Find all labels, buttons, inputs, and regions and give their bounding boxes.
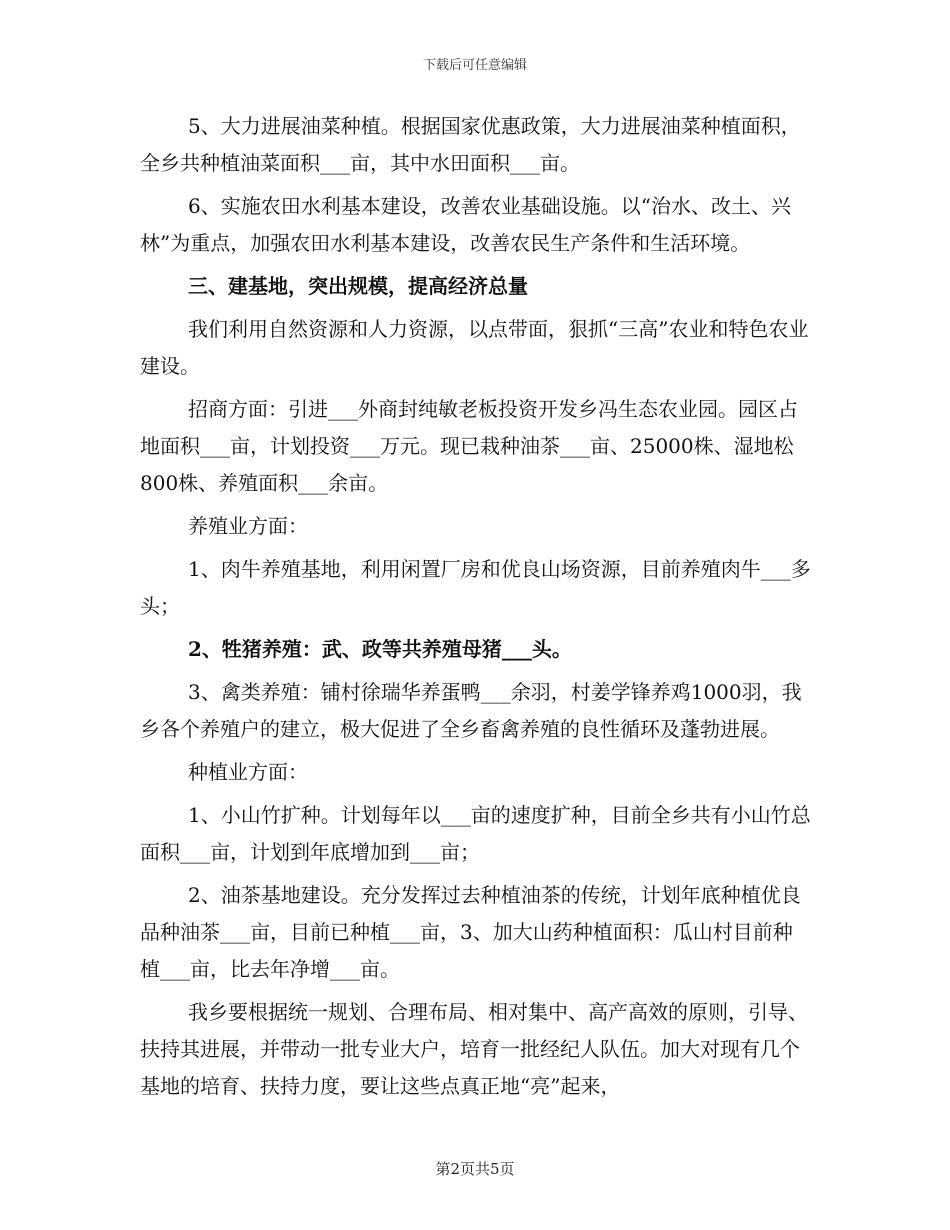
subheading-planting: 种植业方面：	[188, 760, 308, 784]
paragraph-pigs: 2、牲猪养殖：武、政等共养殖母猪___头。	[188, 637, 572, 661]
page-number-footer: 第2页共5页	[435, 1160, 515, 1178]
paragraph-planning: 我乡要根据统一规划、合理布局、相对集中、高产高效的原则，引导、扶持其进展，并带动一批专业大户，培育一批经纪人队伍。加大对现有几个基地的培育、扶持力度，要让这些点真正地“亮”起来，	[140, 1000, 808, 1098]
paragraph-bamboo: 1、小山竹扩种。计划每年以___亩的速度扩种，目前全乡共有小山竹总面积___亩，计划到年底增加到___亩；	[140, 803, 811, 864]
paragraph-cattle: 1、肉牛养殖基地，利用闲置厂房和优良山场资源，目前养殖肉牛___多头；	[140, 557, 811, 618]
paragraph-poultry: 3、禽类养殖：铺村徐瑞华养蛋鸭___余羽，村姜学锋养鸡1000羽，我乡各个养殖户的建立，极大促进了全乡畜禽养殖的良性循环及蓬勃进展。	[140, 680, 802, 741]
page-header-note: 下载后可任意编辑	[422, 58, 527, 73]
paragraph-resources: 我们利用自然资源和人力资源，以点带面，狠抓“三高”农业和特色农业建设。	[140, 317, 809, 378]
document-body	[140, 108, 812, 1111]
paragraph-oilseed-rape: 5、大力进展油菜种植。根据国家优惠政策，大力进展油菜种植面积，全乡共种植油菜面积___亩，其中水田面积___亩。	[140, 114, 801, 175]
paragraph-irrigation: 6、实施农田水利基本建设，改善农业基础设施。以“治水、改土、兴林”为重点，加强农田水利基本建设，改善农民生产条件和生活环境。	[140, 194, 791, 255]
subheading-breeding: 养殖业方面：	[188, 514, 308, 538]
paragraph-camellia: 2、油茶基地建设。充分发挥过去种植油茶的传统，计划年底种植优良品种油茶___亩，目前已种植___亩，3、加大山药种植面积：瓜山村目前种植___亩，比去年净增___亩。	[140, 883, 801, 981]
section-heading-bases: 三、建基地，突出规模，提高经济总量	[188, 274, 528, 298]
paragraph-investment: 招商方面：引进___外商封纯敏老板投资开发乡冯生态农业园。园区占地面积___亩，计划投资___万元。现已栽种油茶___亩、25000株、湿地松800株、养殖面积___余亩。	[140, 397, 798, 495]
